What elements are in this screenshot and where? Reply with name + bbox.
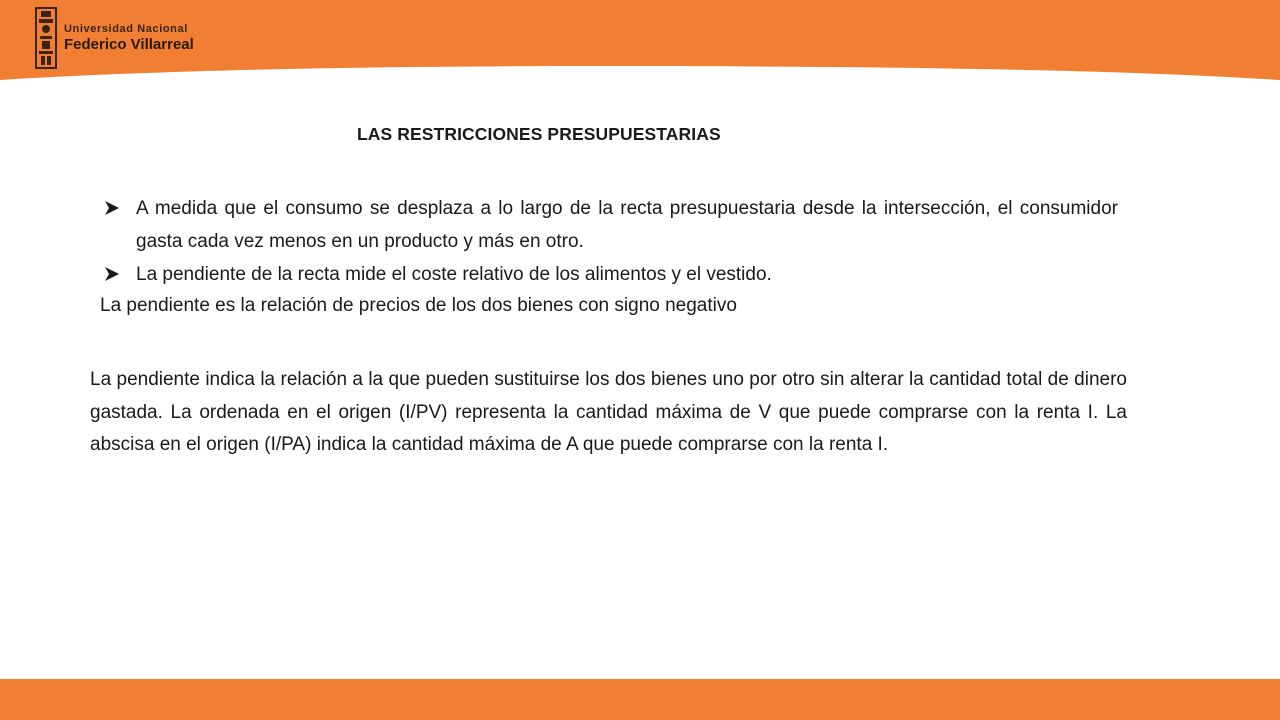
arrowhead-bullet-icon <box>104 200 120 216</box>
bullet-text: A medida que el consumo se desplaza a lo largo de la recta presupuestaria desde la intersección, el consumidor gasta cada vez menos en un producto y más en otro. <box>136 198 1118 252</box>
arrowhead-bullet-icon <box>104 266 120 282</box>
header-banner <box>0 0 1280 80</box>
bullet-item <box>104 192 1118 258</box>
bullet-list <box>104 192 1118 291</box>
university-logo <box>33 6 194 70</box>
slope-note: La pendiente es la relación de precios de los dos bienes con signo negativo <box>100 295 737 316</box>
logo-wordmark <box>64 24 194 52</box>
bullet-item <box>104 258 1118 291</box>
university-emblem-icon <box>33 6 59 70</box>
logo-line-university: Universidad Nacional <box>64 23 188 35</box>
slide-title: LAS RESTRICCIONES PRESUPUESTARIAS <box>357 124 721 144</box>
footer-bar <box>0 679 1280 720</box>
explanation-paragraph: La pendiente indica la relación a la que pueden sustituirse los dos bienes uno por otro sin alterar la cantidad total de dinero gastada. La ordenada en el origen (I/PV) representa la cantidad máxima de V que puede comprarse con la renta I. La abscisa en el origen (I/PA) indica la cantidad máxima de A que puede comprarse con la renta I. <box>90 369 1127 455</box>
bullet-text: La pendiente de la recta mide el coste relativo de los alimentos y el vestido. <box>136 264 772 285</box>
logo-line-name: Federico Villarreal <box>64 36 194 53</box>
